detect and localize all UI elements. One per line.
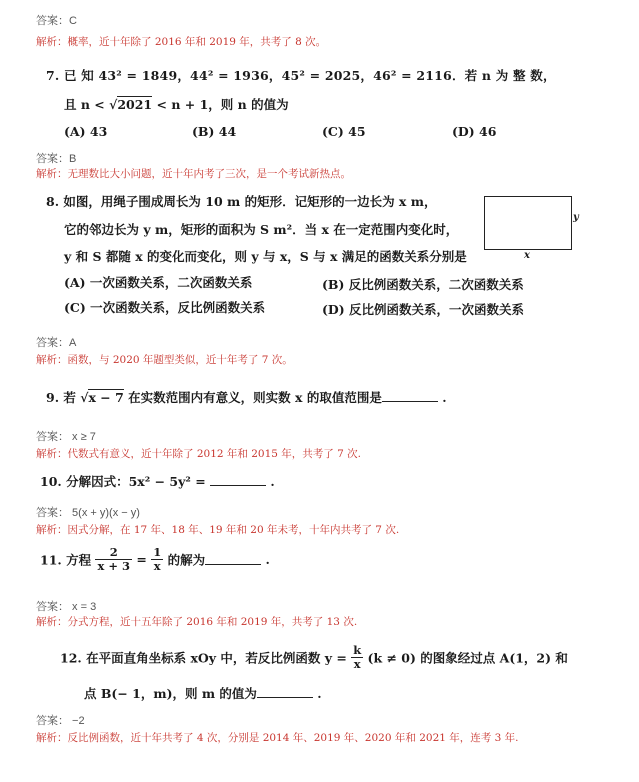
option-8b: (B) 反比例函数关系，二次函数关系 [322, 277, 524, 292]
q7-radicand: 2021 [117, 97, 153, 112]
answer-12: 答案： −2 [36, 715, 85, 727]
answer-7: 答案：B [36, 153, 77, 165]
answer-9: 答案： x ≥ 7 [36, 431, 96, 443]
fraction-numerator: 2 [95, 546, 132, 560]
question-7-line1: 7. 已 知 43² = 1849，44² = 1936，45² = 2025，46² = 2116．若 n 为 整 数， [46, 68, 556, 83]
q9-blank [382, 391, 438, 402]
question-7-line2 [64, 95, 289, 113]
option-8a: (A) 一次函数关系，二次函数关系 [64, 275, 253, 290]
analysis-11: 解析：分式方程，近十五年除了 2016 年和 2019 年，共考了 13 次. [36, 616, 358, 628]
question-8-line3: y 和 S 都随 x 的变化而变化，则 y 与 x，S 与 x 满足的函数关系分别是 [64, 249, 467, 264]
option-7b: (B) 44 [192, 124, 237, 139]
question-11 [40, 546, 270, 573]
analysis-7: 解析：无理数比大小问题，近十年内考了三次，是一个考试新热点。 [36, 168, 351, 180]
fraction-numerator: 1 [153, 545, 162, 559]
fraction-k-over-x [351, 644, 363, 671]
fraction-1-over-x [151, 546, 163, 573]
q11-blank [205, 554, 261, 565]
q9-pre: 9. 若 [46, 390, 76, 405]
q12-post: (k ≠ 0) 的图象经过点 A(1，2) 和 [367, 650, 568, 666]
analysis-6: 解析：概率，近十年除了 2016 年和 2019 年，共考了 8 次。 [36, 36, 327, 48]
fraction-numerator: k [353, 643, 362, 657]
q11-end: . [265, 552, 270, 567]
answer-10: 答案： 5(x + y)(x − y) [36, 507, 140, 519]
analysis-9: 解析：代数式有意义，近十年除了 2012 年和 2015 年，共考了 7 次. [36, 448, 361, 460]
option-7c: (C) 45 [322, 124, 366, 139]
q12-blank [257, 687, 313, 698]
q7-post: < n + 1，则 n 的值为 [156, 97, 289, 112]
option-8d: (D) 反比例函数关系，一次函数关系 [322, 302, 525, 317]
fraction-denominator: x [353, 657, 361, 671]
sqrt-symbol: √ [109, 97, 118, 112]
q9-radicand: x − 7 [88, 390, 124, 405]
answer-6: 答案：C [36, 15, 77, 27]
question-12-line1 [60, 644, 568, 671]
fraction-denominator: x + 3 [97, 559, 130, 573]
q10-end: . [270, 474, 275, 489]
analysis-8: 解析：函数，与 2020 年题型类似，近十年考了 7 次。 [36, 354, 293, 366]
answer-8: 答案：A [36, 337, 77, 349]
analysis-12: 解析：反比例函数，近十年共考了 4 次，分别是 2014 年、2019 年、2020 年和 2021 年，连考 3 年. [36, 732, 519, 744]
q11-eq: = [136, 552, 147, 567]
figure-label-x: x [524, 250, 530, 261]
option-7a: (A) 43 [64, 124, 108, 139]
q9-end: . [442, 390, 447, 405]
option-7d: (D) 46 [452, 124, 497, 139]
rectangle-figure [484, 196, 572, 250]
answer-11: 答案： x = 3 [36, 601, 97, 613]
question-10 [40, 472, 275, 490]
q12-end: . [317, 686, 322, 701]
question-9 [46, 388, 447, 406]
q12-line2: 点 B(− 1，m)，则 m 的值为 [84, 686, 257, 701]
q11-post: 的解为 [167, 552, 206, 568]
q9-post: 在实数范围内有意义，则实数 x 的取值范围是 [128, 390, 382, 405]
fraction-denominator: x [153, 559, 161, 573]
question-12-line2 [84, 684, 322, 702]
option-8c: (C) 一次函数关系，反比例函数关系 [64, 300, 266, 315]
question-8-line1: 8. 如图，用绳子围成周长为 10 m 的矩形．记矩形的一边长为 x m， [46, 194, 437, 209]
q12-pre: 12. 在平面直角坐标系 xOy 中，若反比例函数 y = [60, 650, 347, 666]
fraction-2-over-x-plus-3 [95, 546, 132, 573]
question-8-line2: 它的邻边长为 y m，矩形的面积为 S m²．当 x 在一定范围内变化时， [64, 222, 459, 237]
q7-pre: 且 n < [64, 97, 105, 112]
q11-pre: 11. 方程 [40, 552, 92, 568]
analysis-10: 解析：因式分解，在 17 年、18 年、19 年和 20 年未考，十年内共考了 7 次. [36, 524, 400, 536]
q10-blank [210, 475, 266, 486]
sqrt-symbol: √ [80, 390, 89, 405]
figure-label-y: y [573, 212, 579, 223]
q10-text: 10. 分解因式：5x² − 5y² = [40, 474, 206, 489]
